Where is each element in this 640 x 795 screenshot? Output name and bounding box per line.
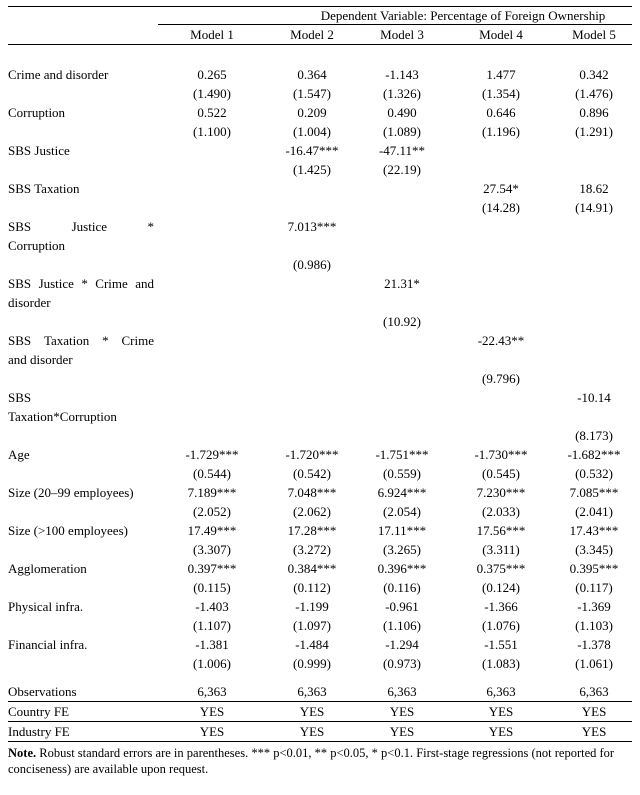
coef-cell: 17.56*** [476, 523, 526, 538]
coef-cell: -1.730*** [474, 447, 528, 462]
se-cell: (1.004) [293, 124, 331, 139]
coef-row [8, 521, 632, 540]
variable-label: SBS Justice * Corruption [8, 219, 154, 253]
coef-cell: 7.189*** [187, 485, 237, 500]
summary-cell: 6,363 [387, 684, 417, 699]
se-cell: (1.354) [482, 86, 520, 101]
se-cell [266, 369, 358, 388]
se-cell: (0.973) [383, 656, 421, 671]
se-cell: (0.542) [293, 466, 331, 481]
se-row [8, 160, 632, 179]
model-header-row [8, 25, 632, 45]
coef-cell [446, 388, 556, 426]
coef-cell: -1.403 [195, 599, 229, 614]
table-body [8, 45, 632, 674]
se-cell [358, 369, 446, 388]
coef-cell [158, 179, 266, 198]
se-cell: (14.28) [482, 200, 520, 215]
coef-cell: -1.381 [195, 637, 229, 652]
summary-cell: YES [446, 702, 556, 722]
summary-cell: YES [556, 722, 632, 742]
se-row [8, 122, 632, 141]
se-label-spacer [8, 84, 158, 103]
se-cell: (2.054) [383, 504, 421, 519]
coef-cell: 0.522 [197, 105, 227, 120]
coef-cell [158, 274, 266, 312]
coef-cell [158, 217, 266, 255]
coef-cell: -22.43** [477, 333, 525, 348]
coef-cell [446, 217, 556, 255]
se-label-spacer [8, 198, 158, 217]
coef-cell [266, 179, 358, 198]
coef-cell: -1.366 [484, 599, 518, 614]
se-cell: (0.559) [383, 466, 421, 481]
se-cell: (14.91) [575, 200, 613, 215]
summary-cell: YES [358, 702, 446, 722]
se-cell [446, 426, 556, 445]
se-cell: (9.796) [482, 371, 520, 386]
coef-cell: 0.384*** [287, 561, 337, 576]
regression-table [8, 6, 632, 742]
coef-cell: 18.62 [579, 181, 609, 196]
coef-cell: 0.375*** [476, 561, 526, 576]
se-cell [158, 369, 266, 388]
coef-cell: -1.682*** [567, 447, 621, 462]
coef-cell: -1.720*** [285, 447, 339, 462]
se-row [8, 84, 632, 103]
se-label-spacer [8, 616, 158, 635]
se-cell [158, 160, 266, 179]
coef-cell [446, 274, 556, 312]
summary-cell: YES [556, 702, 632, 722]
se-label-spacer [8, 540, 158, 559]
se-cell: (0.117) [575, 580, 613, 595]
model-header: Model 2 [266, 25, 358, 45]
se-cell [358, 198, 446, 217]
coef-cell [556, 274, 632, 312]
model-header: Model 3 [358, 25, 446, 45]
se-cell: (1.196) [482, 124, 520, 139]
coef-cell: 0.896 [579, 105, 609, 120]
se-cell: (3.272) [293, 542, 331, 557]
coef-cell: -10.14 [577, 390, 611, 405]
se-cell: (10.92) [383, 314, 421, 329]
se-cell [358, 255, 446, 274]
variable-label: SBS Taxation*Corruption [8, 390, 117, 424]
variable-label: Crime and disorder [8, 67, 109, 82]
coef-cell [556, 331, 632, 369]
se-cell: (1.006) [193, 656, 231, 671]
summary-cell: YES [266, 722, 358, 742]
coef-row [8, 179, 632, 198]
summary-cell: YES [158, 722, 266, 742]
coef-cell: 7.048*** [287, 485, 337, 500]
se-row [8, 578, 632, 597]
se-cell [158, 198, 266, 217]
coef-cell [556, 217, 632, 255]
coef-cell: -1.369 [577, 599, 611, 614]
table-note [8, 745, 632, 777]
se-cell: (3.311) [482, 542, 520, 557]
coef-cell: 0.209 [297, 105, 327, 120]
model-header: Model 5 [556, 25, 632, 45]
variable-label: Size (20–99 employees) [8, 485, 134, 500]
coef-cell [266, 331, 358, 369]
se-row [8, 369, 632, 388]
se-cell: (1.076) [482, 618, 520, 633]
coef-row [8, 559, 632, 578]
coef-cell: -1.729*** [185, 447, 239, 462]
model-header-spacer-cell [8, 25, 158, 45]
dep-var-row [8, 7, 632, 25]
se-label-spacer [8, 122, 158, 141]
variable-label: SBS Justice [8, 143, 70, 158]
coef-row [8, 483, 632, 502]
se-cell: (1.547) [293, 86, 331, 101]
se-row [8, 654, 632, 673]
summary-label: Country FE [8, 702, 158, 722]
se-cell: (1.097) [293, 618, 331, 633]
coef-row [8, 597, 632, 616]
coef-cell: 1.477 [486, 67, 516, 82]
se-cell: (0.116) [383, 580, 421, 595]
se-cell: (3.345) [575, 542, 613, 557]
coef-cell: -0.961 [385, 599, 419, 614]
se-cell: (2.033) [482, 504, 520, 519]
se-cell: (1.326) [383, 86, 421, 101]
se-cell: (8.173) [575, 428, 613, 443]
variable-label: Physical infra. [8, 599, 84, 614]
coef-cell: -16.47*** [285, 143, 339, 158]
se-cell [446, 312, 556, 331]
se-label-spacer [8, 255, 158, 274]
coef-cell: -1.199 [295, 599, 329, 614]
se-cell [358, 426, 446, 445]
coef-row [8, 331, 632, 369]
summary-cell: YES [446, 722, 556, 742]
coef-cell [358, 331, 446, 369]
coef-cell: -47.11** [378, 143, 426, 158]
se-label-spacer [8, 654, 158, 673]
variable-label: SBS Taxation [8, 181, 80, 196]
se-cell: (1.089) [383, 124, 421, 139]
coef-cell: 7.230*** [476, 485, 526, 500]
spacer-row [8, 673, 632, 682]
se-label-spacer [8, 464, 158, 483]
variable-label: Corruption [8, 105, 66, 120]
spacer-row [8, 45, 632, 66]
se-cell: (0.545) [482, 466, 520, 481]
se-row [8, 255, 632, 274]
summary-cell: 6,363 [579, 684, 609, 699]
se-label-spacer [8, 369, 158, 388]
variable-label: Size (>100 employees) [8, 523, 128, 538]
se-cell [158, 255, 266, 274]
se-cell: (2.062) [293, 504, 331, 519]
coef-cell: 0.342 [579, 67, 609, 82]
coef-row [8, 635, 632, 654]
coef-cell: 17.11*** [377, 523, 427, 538]
dep-var-spacer-cell [8, 7, 158, 25]
coef-cell: -1.751*** [375, 447, 429, 462]
coef-row [8, 445, 632, 464]
summary-cell: 6,363 [297, 684, 327, 699]
se-cell: (1.083) [482, 656, 520, 671]
model-header: Model 1 [158, 25, 266, 45]
coef-cell [358, 388, 446, 426]
coef-cell: -1.484 [295, 637, 329, 652]
summary-cell: YES [266, 702, 358, 722]
coef-cell: 0.396*** [377, 561, 427, 576]
se-cell: (0.124) [482, 580, 520, 595]
se-label-spacer [8, 578, 158, 597]
coef-row [8, 65, 632, 84]
summary-label: Industry FE [8, 722, 158, 742]
coef-cell [358, 217, 446, 255]
coef-cell: 7.085*** [569, 485, 619, 500]
se-row [8, 540, 632, 559]
coef-cell [358, 179, 446, 198]
se-label-spacer [8, 312, 158, 331]
se-cell [266, 426, 358, 445]
variable-label: SBS Taxation * Crime and disorder [8, 333, 154, 367]
se-cell [446, 160, 556, 179]
se-cell: (1.425) [293, 162, 331, 177]
coef-cell: 7.013*** [287, 219, 337, 234]
coef-row [8, 274, 632, 312]
summary-cell: YES [158, 702, 266, 722]
se-cell [556, 312, 632, 331]
se-cell: (1.490) [193, 86, 231, 101]
se-label-spacer [8, 502, 158, 521]
se-cell [158, 312, 266, 331]
coef-cell: 0.397*** [187, 561, 237, 576]
variable-label: Age [8, 447, 30, 462]
summary-cell: 6,363 [197, 684, 227, 699]
coef-cell [556, 141, 632, 160]
summary-label: Observations [8, 684, 77, 699]
coef-row [8, 103, 632, 122]
coef-cell: 6.924*** [377, 485, 427, 500]
se-cell: (1.061) [575, 656, 613, 671]
se-cell: (1.291) [575, 124, 613, 139]
coef-row [8, 217, 632, 255]
coef-cell [158, 331, 266, 369]
note-label: Note. [8, 746, 37, 760]
se-cell: (1.100) [193, 124, 231, 139]
coef-row [8, 388, 632, 426]
summary-row [8, 722, 632, 742]
coef-cell [446, 141, 556, 160]
se-cell [556, 255, 632, 274]
dep-var-header-cell [158, 7, 632, 25]
variable-label: SBS Justice * Crime and disorder [8, 276, 154, 310]
coef-cell: 0.646 [486, 105, 516, 120]
se-cell: (1.107) [193, 618, 231, 633]
se-cell: (0.999) [293, 656, 331, 671]
coef-cell [266, 274, 358, 312]
se-row [8, 426, 632, 445]
se-cell [556, 369, 632, 388]
coef-cell [158, 141, 266, 160]
coef-cell: 17.28*** [287, 523, 337, 538]
se-label-spacer [8, 160, 158, 179]
coef-cell: 0.490 [387, 105, 417, 120]
se-row [8, 198, 632, 217]
se-cell [446, 255, 556, 274]
se-cell: (1.103) [575, 618, 613, 633]
se-cell: (1.106) [383, 618, 421, 633]
variable-label: Agglomeration [8, 561, 87, 576]
se-cell: (0.986) [293, 257, 331, 272]
se-cell: (2.041) [575, 504, 613, 519]
se-cell [266, 312, 358, 331]
se-label-spacer [8, 426, 158, 445]
coef-cell: -1.378 [577, 637, 611, 652]
coef-cell [158, 388, 266, 426]
coef-cell: -1.551 [484, 637, 518, 652]
se-cell: (1.476) [575, 86, 613, 101]
coef-cell: -1.294 [385, 637, 419, 652]
se-row [8, 464, 632, 483]
se-cell: (3.307) [193, 542, 231, 557]
coef-cell: 0.265 [197, 67, 227, 82]
coef-row [8, 141, 632, 160]
variable-label: Financial infra. [8, 637, 88, 652]
summary-row [8, 682, 632, 702]
se-row [8, 312, 632, 331]
se-cell: (2.052) [193, 504, 231, 519]
coef-cell: 27.54* [483, 181, 519, 196]
summary-body [8, 673, 632, 742]
se-row [8, 502, 632, 521]
se-cell: (0.544) [193, 466, 231, 481]
se-cell [556, 160, 632, 179]
summary-cell: YES [358, 722, 446, 742]
summary-cell: 6,363 [486, 684, 516, 699]
se-cell: (0.532) [575, 466, 613, 481]
note-text: Robust standard errors are in parentheses. *** p<0.01, ** p<0.05, * p<0.1. First-stage regressions (not reported for conciseness) are available upon request. [8, 746, 615, 776]
se-cell: (0.112) [293, 580, 331, 595]
se-cell [158, 426, 266, 445]
summary-row [8, 702, 632, 722]
se-row [8, 616, 632, 635]
coef-cell: 21.31* [384, 276, 420, 291]
se-cell [266, 198, 358, 217]
coef-cell: 0.364 [297, 67, 327, 82]
se-cell: (3.265) [383, 542, 421, 557]
coef-cell: 17.43*** [569, 523, 619, 538]
dep-var-header: Dependent Variable: Percentage of Foreign Ownership [320, 8, 606, 23]
coef-cell: 17.49*** [187, 523, 237, 538]
coef-cell: -1.143 [385, 67, 419, 82]
model-header: Model 4 [446, 25, 556, 45]
se-cell: (0.115) [193, 580, 231, 595]
se-cell: (22.19) [383, 162, 421, 177]
coef-cell: 0.395*** [569, 561, 619, 576]
coef-cell [266, 388, 358, 426]
